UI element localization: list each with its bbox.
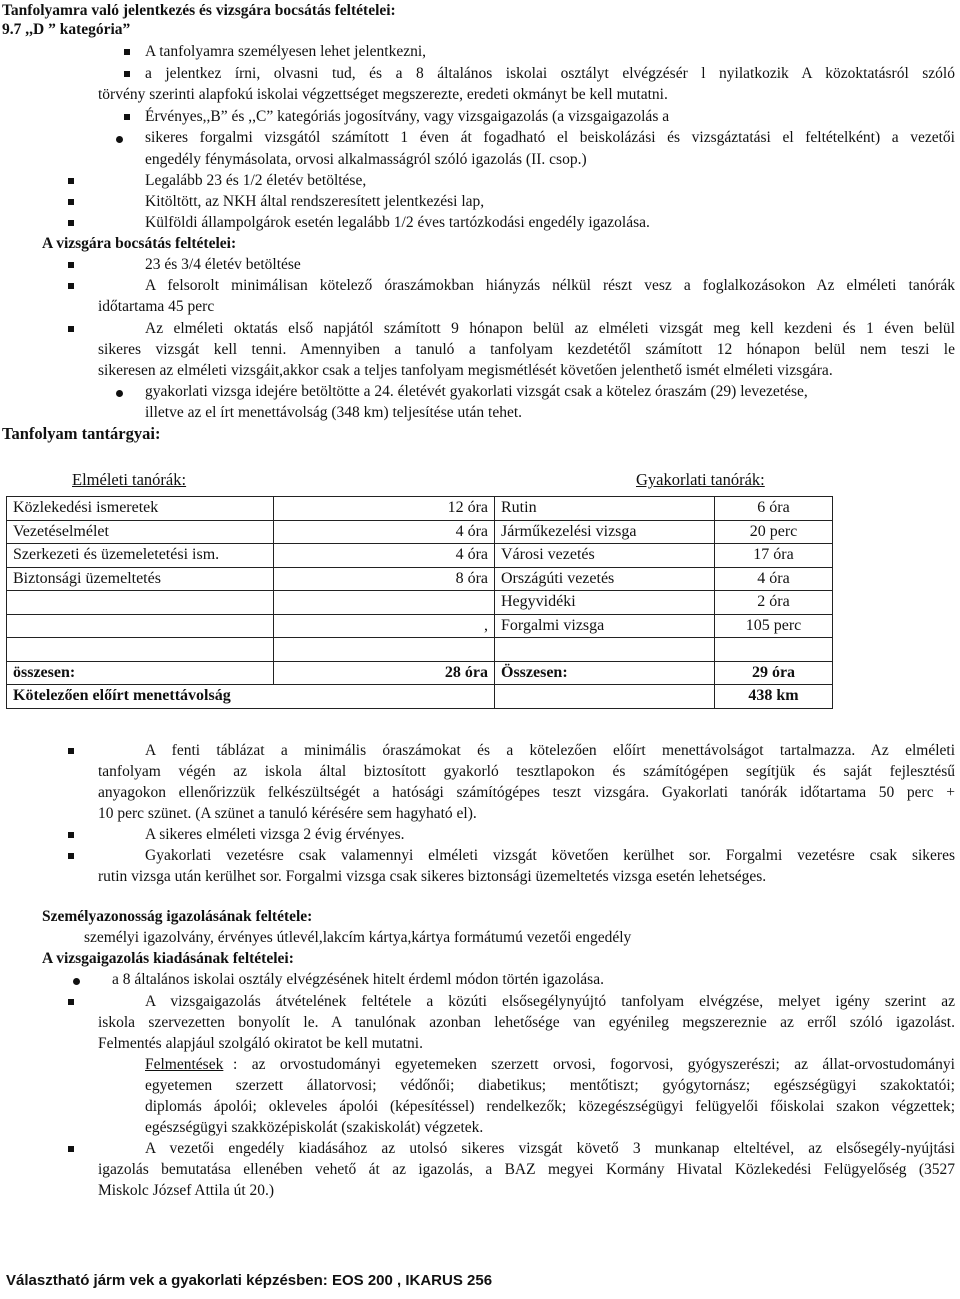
bullet-dot	[73, 978, 80, 985]
page-title: Tanfolyamra való jelentkezés és vizsgára bocsátás feltételei:	[2, 2, 396, 19]
table-cell: 105 perc	[715, 614, 833, 638]
table-cell: 20 perc	[715, 520, 833, 544]
certificate-line: iskola szervezetten bonyolít le. A tanulónak azonban lehetősége van egyénileg megszereznie az erről szóló igazolást.	[98, 1014, 955, 1031]
table-cell	[495, 638, 715, 662]
table-cell	[7, 614, 274, 638]
table-cell: 4 óra	[274, 544, 495, 568]
bullet-square	[68, 276, 76, 295]
exemption-label: Felmentések	[145, 1056, 224, 1073]
bullet-dot	[116, 136, 123, 143]
table-cell: Biztonsági üzemeltetés	[7, 567, 274, 591]
bullet-square	[68, 992, 76, 1011]
table-row	[7, 520, 833, 544]
enrol-line: törvény szerinti alapfokú iskolai végzettséget megszerezte, eredeti okmányt be kell mutatni.	[98, 86, 668, 103]
bullet-square	[68, 192, 76, 211]
certificate-line: A vizsgaigazolás átvételének feltétele a közúti elsősegélynyújtó tanfolyam elvégzése, melyet igény szerint az	[145, 993, 955, 1010]
exam-line: illetve az el írt menettávolság (348 km) teljesítése után tehet.	[145, 404, 523, 421]
enrol-line: Kitöltött, az NKH által rendszeresített jelentkezési lap,	[145, 193, 485, 210]
enrol-line: A tanfolyamra személyesen lehet jelentkezni,	[145, 43, 427, 60]
table-cell: Közlekedési ismeretek	[7, 497, 274, 521]
bullet-square	[68, 171, 76, 190]
exam-line: gyakorlati vizsga idejére betöltötte a 24. életévét gyakorlati vizsgát csak a kötelez óraszám (29) levezetése,	[145, 383, 808, 400]
note-line: A sikeres elméleti vizsga 2 évig érvényes.	[145, 826, 405, 843]
table-row	[7, 591, 833, 615]
note-line: tanfolyam végén az iskola által biztosított gyakorló tesztlapokon és számítógépen segítjük és saját fejlesztésű	[98, 763, 955, 780]
exam-line: sikeresen az elméleti vizsgáit,akkor csak a teljes tanfolyam megismétlését követően jelenthető ismét elméleti vizsgára.	[98, 362, 833, 379]
subjects-table	[6, 496, 833, 709]
table-row	[7, 497, 833, 521]
bullet-square	[68, 255, 76, 274]
table-cell: 29 óra	[715, 661, 833, 685]
table-cell: Városi vezetés	[495, 544, 715, 568]
vehicles-footer: Választható járm vek a gyakorlati képzésben: EOS 200 , IKARUS 256	[6, 1272, 493, 1289]
license-line: A vezetői engedély kiadásához az utolsó sikeres vizsgát követő 3 munkanap elteltével, az elsősegély-nyújtási	[145, 1140, 955, 1157]
license-line: Miskolc József Attila út 20.)	[98, 1182, 275, 1199]
bullet-square	[68, 846, 76, 865]
note-line: anyagokon ellenőrizzük felkészültségét a hatósági számítógépes teszt vizsgára. Gyakorlati tanórák időtartama 50 perc +	[98, 784, 955, 801]
table-row	[7, 544, 833, 568]
license-line: igazolás bemutatása ellenében vehető át az igazolás, a BAZ megyei Kormány Hivatal Közlekedési Felügyelőség (3527	[98, 1161, 955, 1178]
table-cell: 6 óra	[715, 497, 833, 521]
table-cell: összesen:	[7, 661, 274, 685]
enrol-line: Külföldi állampolgárok esetén legalább 1/2 éves tartózkodási engedély igazolása.	[145, 214, 650, 231]
table-cell	[715, 638, 833, 662]
identity-text: személyi igazolvány, érvényes útlevél,lakcím kártya,kártya formátumú vezetői engedély	[84, 929, 632, 946]
table-row	[7, 638, 833, 662]
table-row	[7, 614, 833, 638]
exam-line: Az elméleti oktatás első napjától számított 9 hónapon belül az elméleti vizsgát meg kell kezdeni és 1 éven belül	[145, 320, 955, 337]
table-cell: 4 óra	[274, 520, 495, 544]
table-cell: Járműkezelési vizsga	[495, 520, 715, 544]
enrol-line: Érvényes,,B” és ,,C” kategóriás jogosítvány, vagy vizsgaigazolás (a vizsgaigazolás a	[145, 108, 670, 125]
table-cell: ,	[274, 614, 495, 638]
table-row	[7, 567, 833, 591]
bullet-square	[124, 64, 132, 83]
theory-heading: Elméleti tanórák:	[72, 470, 187, 489]
table-cell: 438 km	[715, 685, 833, 709]
enrol-line: sikeres forgalmi vizsgától számított 1 éven át fogadható el beiskolázási és vizsgáztatási el feltételként) a vezetői	[145, 129, 955, 146]
table-cell	[495, 685, 715, 709]
table-cell: 12 óra	[274, 497, 495, 521]
exam-line: időtartama 45 perc	[98, 298, 215, 315]
bullet-square	[68, 319, 76, 338]
bullet-square	[68, 213, 76, 232]
table-cell	[274, 591, 495, 615]
table-cell: Szerkezeti és üzemeletetési ism.	[7, 544, 274, 568]
enrol-line: a jelentkez írni, olvasni tud, és a 8 általános iskolai osztályt elvégzésér l nyilatkozik A közoktatásról szóló	[145, 65, 955, 82]
bullet-square	[68, 1139, 76, 1158]
subjects-heading: Tanfolyam tantárgyai:	[2, 424, 161, 443]
table-cell: 2 óra	[715, 591, 833, 615]
table-cell: 17 óra	[715, 544, 833, 568]
table-cell: Rutin	[495, 497, 715, 521]
bullet-dot	[116, 390, 123, 397]
practice-heading: Gyakorlati tanórák:	[636, 470, 765, 489]
enrol-line: Legalább 23 és 1/2 életév betöltése,	[145, 172, 367, 189]
certificate-line: Felmentés alapjául szolgáló okiratot be kell mutatni.	[98, 1035, 423, 1052]
bullet-square	[124, 42, 132, 61]
bullet-square	[124, 107, 132, 126]
table-cell	[7, 591, 274, 615]
certificate-line: a 8 általános iskolai osztály elvégzésének hitelt érdeml módon történ igazolása.	[112, 971, 604, 988]
table-cell: Vezetéselmélet	[7, 520, 274, 544]
table-cell	[274, 638, 495, 662]
note-line: rutin vizsga után kerülhet sor. Forgalmi vizsga csak sikeres biztonsági üzemeltetés vizsga esetén lehetséges.	[98, 868, 767, 885]
note-line: A fenti táblázat a minimális óraszámokat és a kötelezően előírt menettávolságot tartalmazza. Az elméleti	[145, 742, 955, 759]
table-cell: 28 óra	[274, 661, 495, 685]
exemption-line: : az orvostudományi egyetemeken szerzett orvosi, fogorvosi, gyógyszerészi; az állat-orvostudományi	[233, 1056, 955, 1073]
exam-heading: A vizsgára bocsátás feltételei:	[42, 235, 237, 252]
table-cell: Országúti vezetés	[495, 567, 715, 591]
enrol-line: engedély fénymásolata, orvosi alkalmasságról szóló igazolás (II. csop.)	[145, 151, 587, 168]
table-cell: Összesen:	[495, 661, 715, 685]
exemption-line: egészségügyi szakközépiskolát (szakiskolát) végzetek.	[145, 1119, 484, 1136]
exam-line: 23 és 3/4 életév betöltése	[145, 256, 301, 273]
table-row-distance	[7, 685, 833, 709]
table-row-total	[7, 661, 833, 685]
exemption-line: egyetemen szerzett állatorvosi; védőnői; diabetikus; mentőtiszt; gyógytornász; egészségügyi szakoktatói;	[145, 1077, 955, 1094]
table-cell: Kötelezően előírt menettávolság	[7, 685, 495, 709]
table-cell	[7, 638, 274, 662]
table-cell: 4 óra	[715, 567, 833, 591]
certificate-heading: A vizsgaigazolás kiadásának feltételei:	[42, 950, 294, 967]
exemption-line: diplomás ápolói; okleveles ápolói (képesítéssel) rendelkezők; közegészségügyi felügyelői főiskolai szakon végzettek;	[145, 1098, 955, 1115]
exam-line: A felsorolt minimálisan kötelező óraszámokban hiányzás nélkül részt vesz a foglalkozásokon Az elméleti tanórák	[145, 277, 955, 294]
exam-line: sikeres vizsgát kell tenni. Amennyiben a tanuló a tanfolyam kezdetétől számított 12 hónapon belül nem teszi le	[98, 341, 955, 358]
note-line: Gyakorlati vezetésre csak valamennyi elméleti vizsgát követően kerülhet sor. Forgalmi vezetésre csak sikeres	[145, 847, 955, 864]
table-cell: 8 óra	[274, 567, 495, 591]
category-title: 9.7 ,,D ” kategória”	[2, 21, 131, 38]
bullet-square	[68, 741, 76, 760]
table-cell: Hegyvidéki	[495, 591, 715, 615]
bullet-square	[68, 825, 76, 844]
note-line: 10 perc szünet. (A szünet a tanuló kérésére sem hagyható el).	[98, 805, 477, 822]
identity-heading: Személyazonosság igazolásának feltétele:	[42, 908, 313, 925]
table-cell: Forgalmi vizsga	[495, 614, 715, 638]
